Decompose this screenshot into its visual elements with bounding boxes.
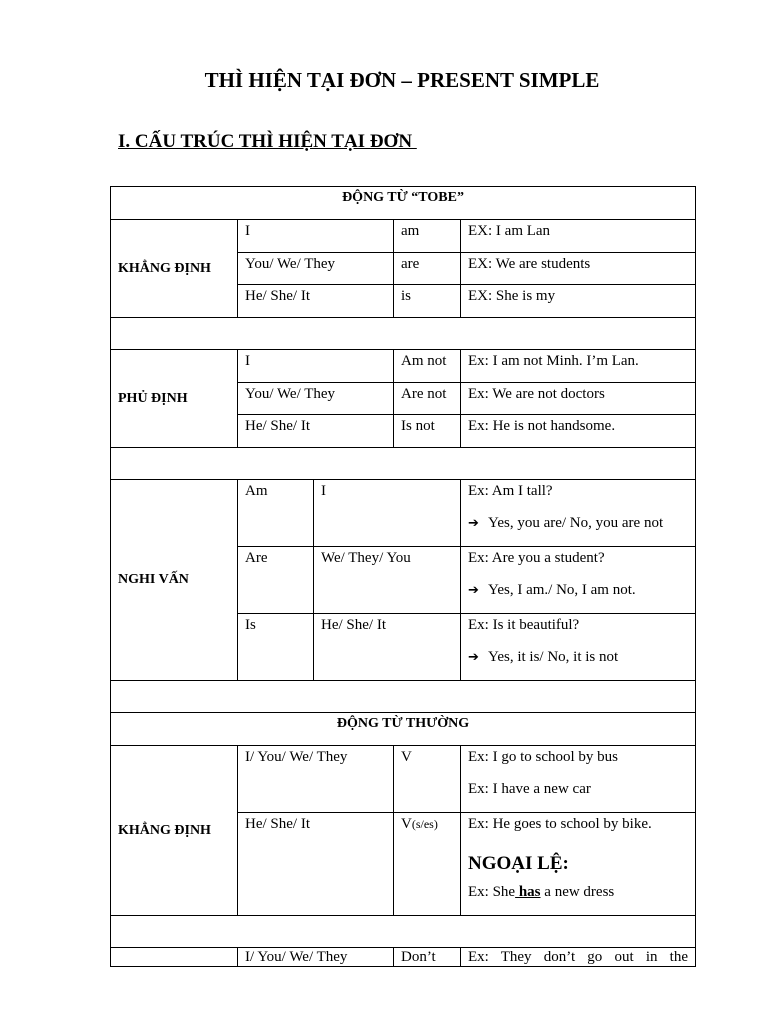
example-line: Ex: I go to school by bus xyxy=(468,749,618,765)
document-title: THÌ HIỆN TẠI ĐƠN – PRESENT SIMPLE xyxy=(204,68,600,92)
exception-example: Ex: She has a new dress xyxy=(468,884,615,900)
grammar-table xyxy=(110,186,696,967)
example-cell xyxy=(461,480,696,547)
example-cell: EX: I am Lan xyxy=(461,220,696,253)
verb-cell: Am not xyxy=(394,350,461,383)
example-cell xyxy=(461,547,696,614)
subject-cell: You/ We/ They xyxy=(238,383,394,415)
table-row xyxy=(111,350,696,383)
example-question: Ex: Am I tall? xyxy=(468,483,553,499)
example-line: Ex: He goes to school by bike. xyxy=(468,816,652,832)
tobe-header: ĐỘNG TỪ “TOBE” xyxy=(111,187,696,220)
spacer-row xyxy=(111,318,696,350)
subject-cell: I/ You/ We/ They xyxy=(238,948,394,967)
verb-cell: V(s/es) xyxy=(394,813,461,916)
example-cell: EX: We are students xyxy=(461,253,696,285)
table-row xyxy=(111,948,696,967)
arrow-right-icon: ➔ xyxy=(468,583,479,598)
regular-verb-header: ĐỘNG TỪ THƯỜNG xyxy=(111,713,696,746)
verb-cell: Are xyxy=(238,547,314,614)
verb-cell: Don’t xyxy=(394,948,461,967)
regular-affirmative-label: KHẲNG ĐỊNH xyxy=(111,746,238,916)
subject-cell: You/ We/ They xyxy=(238,253,394,285)
example-line: Ex: I have a new car xyxy=(468,781,591,797)
exception-label: NGOẠI LỆ: xyxy=(468,853,569,874)
subject-cell: I/ You/ We/ They xyxy=(238,746,394,813)
example-cell: Ex: I am not Minh. I’m Lan. xyxy=(461,350,696,383)
verb-suffix: (s/es) xyxy=(411,817,438,831)
example-cell: EX: She is my xyxy=(461,285,696,318)
regular-negative-label xyxy=(111,948,238,967)
tobe-negative-label: PHỦ ĐỊNH xyxy=(111,350,238,448)
verb-cell: Is xyxy=(238,614,314,681)
arrow-right-icon: ➔ xyxy=(468,650,479,665)
example-cell xyxy=(461,746,696,813)
verb-cell: Am xyxy=(238,480,314,547)
subject-cell: I xyxy=(314,480,461,547)
verb-cell: V xyxy=(394,746,461,813)
subject-cell: We/ They/ You xyxy=(314,547,461,614)
table-row xyxy=(111,480,696,547)
verb-cell: are xyxy=(394,253,461,285)
spacer-row xyxy=(111,916,696,948)
table-row xyxy=(111,746,696,813)
subject-cell: I xyxy=(238,350,394,383)
section-heading: I. CẤU TRÚC THÌ HIỆN TẠI ĐƠN xyxy=(118,131,417,152)
verb-cell: Is not xyxy=(394,415,461,448)
verb-cell: is xyxy=(394,285,461,318)
arrow-right-icon: ➔ xyxy=(468,516,479,531)
example-answer: ➔ Yes, you are/ No, you are not xyxy=(468,515,664,531)
verb-cell: am xyxy=(394,220,461,253)
verb-cell: Are not xyxy=(394,383,461,415)
example-answer: ➔ Yes, I am./ No, I am not. xyxy=(468,582,636,598)
subject-cell: He/ She/ It xyxy=(238,285,394,318)
subject-cell: He/ She/ It xyxy=(238,415,394,448)
exception-highlight: has xyxy=(515,884,541,900)
table-row xyxy=(111,220,696,253)
subject-cell: I xyxy=(238,220,394,253)
example-cell: Ex: They don’t go out in the xyxy=(461,948,696,967)
tobe-interrogative-label: NGHI VẤN xyxy=(111,480,238,681)
example-question: Ex: Is it beautiful? xyxy=(468,617,580,633)
tobe-affirmative-label: KHẲNG ĐỊNH xyxy=(111,220,238,318)
subject-cell: He/ She/ It xyxy=(314,614,461,681)
example-cell: Ex: We are not doctors xyxy=(461,383,696,415)
example-cell xyxy=(461,614,696,681)
example-question: Ex: Are you a student? xyxy=(468,550,605,566)
example-answer: ➔ Yes, it is/ No, it is not xyxy=(468,649,619,665)
subject-cell: He/ She/ It xyxy=(238,813,394,916)
spacer-row xyxy=(111,448,696,480)
spacer-row xyxy=(111,681,696,713)
example-cell: Ex: He is not handsome. xyxy=(461,415,696,448)
example-cell xyxy=(461,813,696,916)
